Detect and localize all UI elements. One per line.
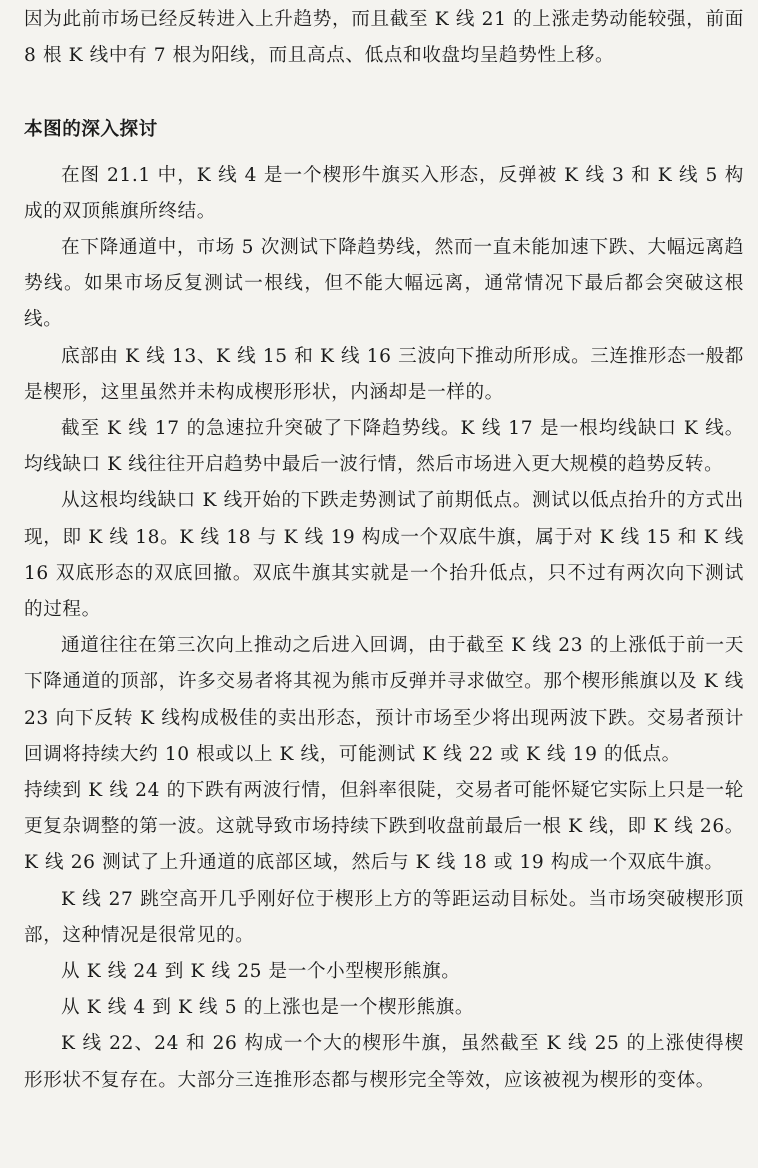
section-heading: 本图的深入探讨 [24,119,158,141]
paragraph-5: 从这根均线缺口 K 线开始的下跌走势测试了前期低点。测试以低点抬升的方式出现，即 K 线 18。K 线 18 与 K 线 19 构成一个双底牛旗，属于对 K 线 15 和 K 线 16 双底形态的双底回撤。双底牛旗其实就是一个抬升低点，只不过有两次向下测试的过程。 [24,490,744,621]
paragraph-1: 在图 21.1 中，K 线 4 是一个楔形牛旗买入形态，反弹被 K 线 3 和 K 线 5 构成的双顶熊旗所终结。 [24,164,744,222]
paragraph-3: 底部由 K 线 13、K 线 15 和 K 线 16 三波向下推动所形成。三连推形态一般都是楔形，这里虽然并未构成楔形形状，内涵却是一样的。 [24,345,744,403]
paragraph-6: 通道往往在第三次向上推动之后进入回调，由于截至 K 线 23 的上涨低于前一天下降通道的顶部，许多交易者将其视为熊市反弹并寻求做空。那个楔形熊旗以及 K 线 23 向下反转 K 线构成极佳的卖出形态，预计市场至少将出现两波下跌。交易者预计回调将持续大约 10 根或以上 K 线，可能测试 K 线 22 或 K 线 19 的低点。 [24,635,744,765]
intro-paragraph: 因为此前市场已经反转进入上升趋势，而且截至 K 线 21 的上涨走势动能较强，前面 8 根 K 线中有 7 根为阳线，而且高点、低点和收盘均呈趋势性上移。 [24,9,744,67]
paragraph-2: 在下降通道中，市场 5 次测试下降趋势线，然而一直未能加速下跌、大幅远离趋势线。如果市场反复测试一根线，但不能大幅远离，通常情况下最后都会突破这根线。 [24,237,744,331]
paragraph-7: 持续到 K 线 24 的下跌有两波行情，但斜率很陡，交易者可能怀疑它实际上只是一轮更复杂调整的第一波。这就导致市场持续下跌到收盘前最后一根 K 线，即 K 线 26。K 线 26 测试了上升通道的底部区域，然后与 K 线 18 或 19 构成一个双底牛旗。 [24,780,744,874]
paragraph-10: 从 K 线 4 到 K 线 5 的上涨也是一个楔形熊旗。 [61,997,475,1019]
paragraph-8: K 线 27 跳空高开几乎刚好位于楔形上方的等距运动目标处。当市场突破楔形顶部，这种情况是很常见的。 [24,888,744,946]
paragraph-4: 截至 K 线 17 的急速拉升突破了下降趋势线。K 线 17 是一根均线缺口 K 线。均线缺口 K 线往往开启趋势中最后一波行情，然后市场进入更大规模的趋势反转。 [24,418,744,476]
paragraph-11: K 线 22、24 和 26 构成一个大的楔形牛旗，虽然截至 K 线 25 的上涨使得楔形形状不复存在。大部分三连推形态都与楔形完全等效，应该被视为楔形的变体。 [24,1033,744,1091]
paragraph-9: 从 K 线 24 到 K 线 25 是一个小型楔形熊旗。 [61,961,461,983]
